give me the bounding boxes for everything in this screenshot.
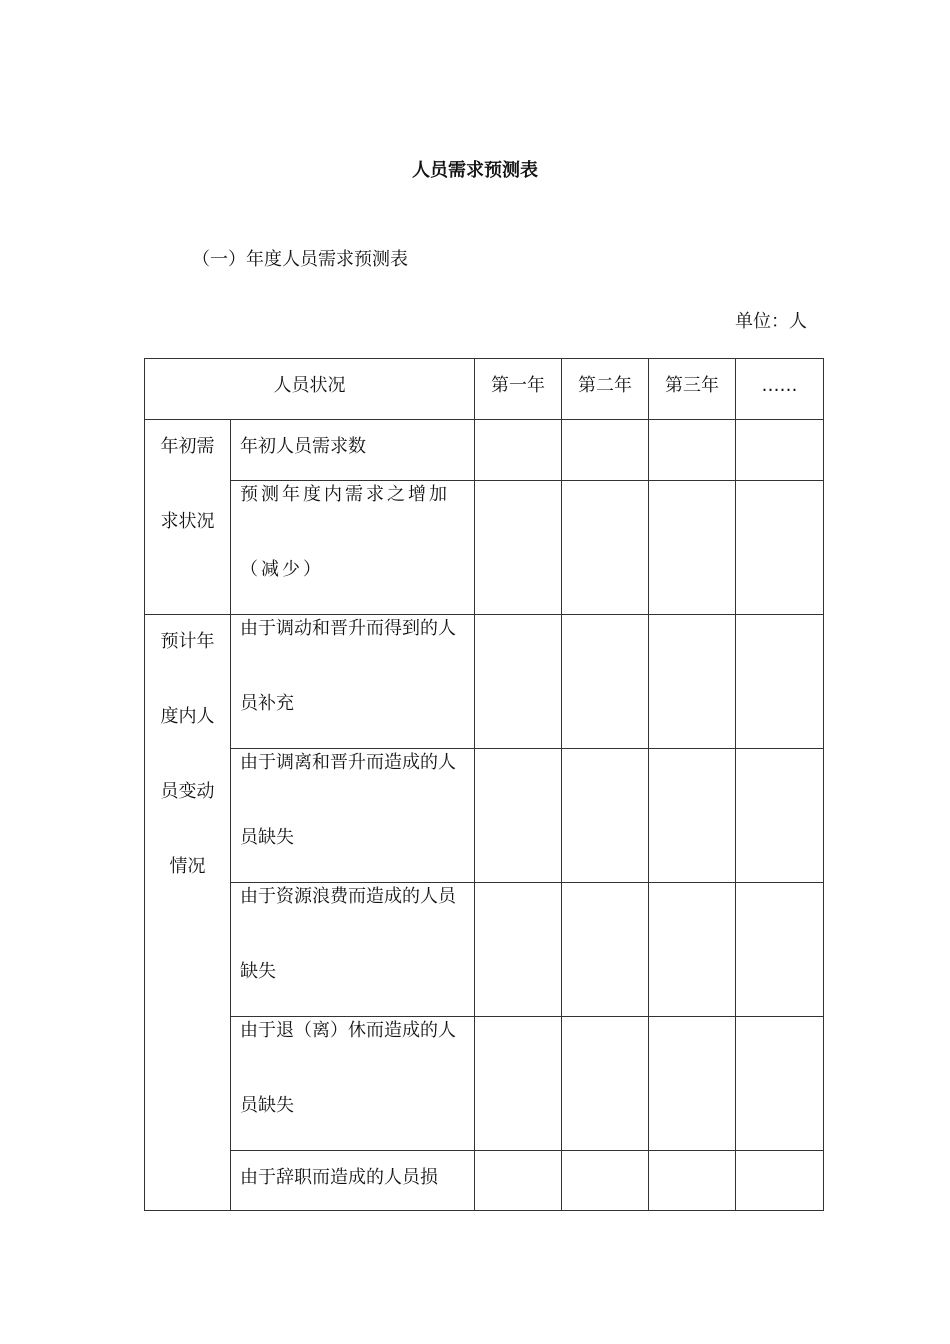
header-year1 [475, 359, 562, 420]
row-label: 预测年度内需求之增加（减少） [240, 484, 450, 580]
value-cell[interactable] [649, 1151, 736, 1211]
group-cell-initial [145, 420, 231, 615]
value-cell[interactable] [736, 1017, 824, 1151]
value-cell[interactable] [736, 420, 824, 481]
value-cell[interactable] [736, 749, 824, 883]
group-label: 年初需求状况 [160, 436, 215, 532]
header-more-label: …… [761, 375, 798, 396]
value-cell[interactable] [475, 1017, 562, 1151]
value-cell[interactable] [562, 1151, 649, 1211]
value-cell[interactable] [475, 420, 562, 481]
row-label: 由于资源浪费而造成的人员缺失 [240, 886, 456, 982]
section-heading: （一）年度人员需求预测表 [192, 249, 408, 270]
value-cell[interactable] [475, 481, 562, 615]
value-cell[interactable] [562, 420, 649, 481]
value-cell[interactable] [649, 749, 736, 883]
row-label-cell [231, 1017, 475, 1151]
row-label: 由于调离和晋升而造成的人员缺失 [240, 752, 456, 848]
value-cell[interactable] [736, 481, 824, 615]
header-more [736, 359, 824, 420]
value-cell[interactable] [649, 883, 736, 1017]
value-cell[interactable] [736, 1151, 824, 1211]
group-cell-changes [145, 615, 231, 1211]
value-cell[interactable] [562, 1017, 649, 1151]
row-label: 由于辞职而造成的人员损 [240, 1167, 438, 1188]
row-label: 由于退（离）休而造成的人员缺失 [240, 1020, 456, 1116]
value-cell[interactable] [736, 615, 824, 749]
value-cell[interactable] [475, 1151, 562, 1211]
header-year3-label: 第三年 [665, 375, 719, 396]
value-cell[interactable] [562, 481, 649, 615]
header-year2-label: 第二年 [578, 375, 632, 396]
table-header-row [145, 359, 824, 420]
header-year2 [562, 359, 649, 420]
value-cell[interactable] [562, 883, 649, 1017]
unit-label: 单位：人 [735, 311, 807, 332]
value-cell[interactable] [562, 749, 649, 883]
header-status-label: 人员状况 [273, 375, 346, 396]
group-label: 预计年度内人员变动情况 [160, 631, 215, 877]
table-row [145, 1151, 824, 1211]
value-cell[interactable] [649, 420, 736, 481]
value-cell[interactable] [475, 883, 562, 1017]
value-cell[interactable] [649, 615, 736, 749]
header-year1-label: 第一年 [491, 375, 545, 396]
value-cell[interactable] [649, 1017, 736, 1151]
row-label-cell [231, 1151, 475, 1211]
value-cell[interactable] [475, 749, 562, 883]
value-cell[interactable] [475, 615, 562, 749]
value-cell[interactable] [736, 883, 824, 1017]
header-year3 [649, 359, 736, 420]
row-label: 由于调动和晋升而得到的人员补充 [240, 618, 456, 714]
table-row [145, 1017, 824, 1151]
row-label: 年初人员需求数 [240, 436, 366, 457]
forecast-table [144, 358, 824, 1211]
document-title: 人员需求预测表 [412, 160, 538, 181]
value-cell[interactable] [649, 481, 736, 615]
value-cell[interactable] [562, 615, 649, 749]
